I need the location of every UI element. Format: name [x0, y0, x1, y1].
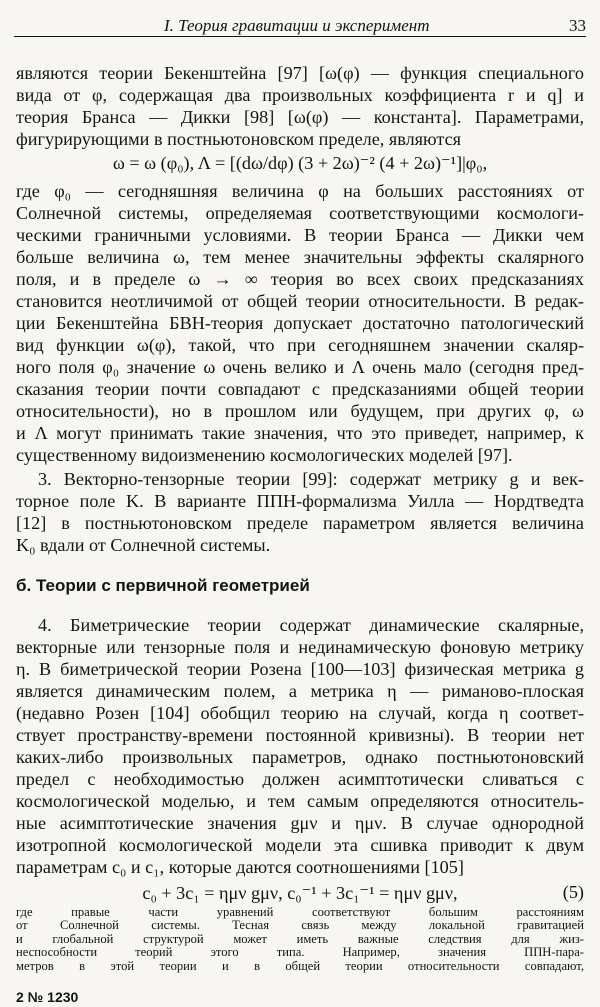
text-line: метров в этой теории и в общей теории относительности совпадают, — [16, 958, 584, 973]
text-line: вид функции ω(φ), такой, что при сегодняшнем значении скаляр- — [16, 335, 584, 355]
text-line: 4. Биметрические теории содержат динамические скалярные, — [38, 615, 584, 635]
text-line: сказания теории почти совпадают с предсказаниями общей теории — [16, 379, 584, 399]
text-line: ные асимптотические значения gμν и ημν. В случае однородной — [16, 813, 584, 833]
section-heading: б. Теории с первичной геометрией — [16, 576, 310, 595]
text-line: η. В биметрической теории Розена [100—103] физическая метрика g — [16, 659, 584, 679]
text-line: ции Бекенштейна БВН-теория допускает достаточно патологический — [16, 313, 584, 333]
text-line: становится неотличимой от общей теории относительности. В редак- — [16, 291, 584, 311]
text-line: [12] в постньютоновском пределе параметром является величина — [16, 513, 584, 533]
formula-5: c₀ + 3c₁ = ημν gμν, c₀⁻¹ + 3c₁⁻¹ = ημν gμν, — [142, 883, 458, 903]
page-number: 33 — [569, 16, 586, 35]
text-line: является динамическим полем, а метрика η — риманово-плоская — [16, 681, 584, 701]
text-line: вида от φ, содержащая два произвольных коэффициента r и q] и — [16, 85, 584, 105]
text-line: относительности), но в прошлом или будущем, при других φ, ω — [16, 401, 584, 421]
text-line: поля, и в пределе ω → ∞ теория во всех своих предсказаниях — [16, 269, 584, 289]
text-line: где φ₀ — сегодняшняя величина φ на больших расстояниях от — [16, 181, 584, 201]
text-line: фигурирующими в постньютоновском пределе, являются — [16, 129, 462, 149]
text-line: и Λ могут принимать такие значения, что это приведет, например, к — [16, 423, 584, 443]
formula-omega-lambda: ω = ω (φ₀), Λ = [(dω/dφ) (3 + 2ω)⁻² (4 + 2ω)⁻¹]|φ₀, — [112, 153, 488, 173]
text-line: 3. Векторно-тензорные теории [99]: содержат метрику g и век- — [38, 469, 584, 489]
text-line: ствует пространству-времени постоянной кривизны). В теории нет — [16, 725, 584, 745]
text-line: K₀ вдали от Солнечной системы. — [16, 535, 271, 555]
running-title: I. Теория гравитации и эксперимент — [164, 16, 430, 35]
text-line: Солнечной системы, определяемая соответствующими космологи- — [16, 203, 584, 223]
text-line: торное поле K. В варианте ППН-формализма Уилла — Нордтведта — [16, 491, 584, 511]
text-line: являются теории Бекенштейна [97] [ω(φ) — функция специального — [16, 63, 584, 83]
printer-signature: 2 № 1230 — [16, 989, 79, 1005]
text-line: (недавно Розен [104] обобщил теорию на случай, когда η соответ- — [16, 703, 584, 723]
text-line: неспособности теорий этого типа. Например, значения ППН-пара- — [16, 945, 584, 960]
text-line: и глобальной структурой может иметь важные следствия для жиз- — [16, 931, 584, 946]
text-line: где правые части уравнений соответствуют большим расстояниям — [16, 905, 584, 919]
text-line: от Солнечной системы. Тесная связь между локальной гравитацией — [16, 918, 584, 933]
running-header — [14, 6, 586, 37]
text-line: каких-либо произвольных параметров, однако постньютоновский — [16, 747, 584, 767]
text-line: космологической моделью, и тем самым определяются относитель- — [16, 791, 584, 811]
text-line: теория Бранса — Дикки [98] [ω(φ) — константа]. Параметрами, — [16, 107, 584, 127]
text-line: векторные или тензорные поля и нединамическую фоновую метрику — [16, 637, 584, 657]
text-line: ного поля φ₀ значение ω очень велико и Λ очень мало (сегодня пред- — [16, 357, 584, 377]
text-line: изотропной космологической модели эта сшивка приводит к двум — [16, 835, 584, 855]
text-line: больше величина ω, тем менее значительны эффекты скалярного — [16, 247, 584, 267]
text-line: существенному видоизменению космологических моделей [97]. — [16, 445, 513, 465]
text-line: параметрам c₀ и c₁, которые даются соотношениями [105] — [16, 857, 464, 877]
text-line: ческими граничными условиями. В теории Бранса — Дикки чем — [16, 225, 584, 245]
equation-number: (5) — [562, 882, 584, 902]
text-line: предел с необходимостью должен асимптотически сливаться с — [16, 769, 584, 789]
